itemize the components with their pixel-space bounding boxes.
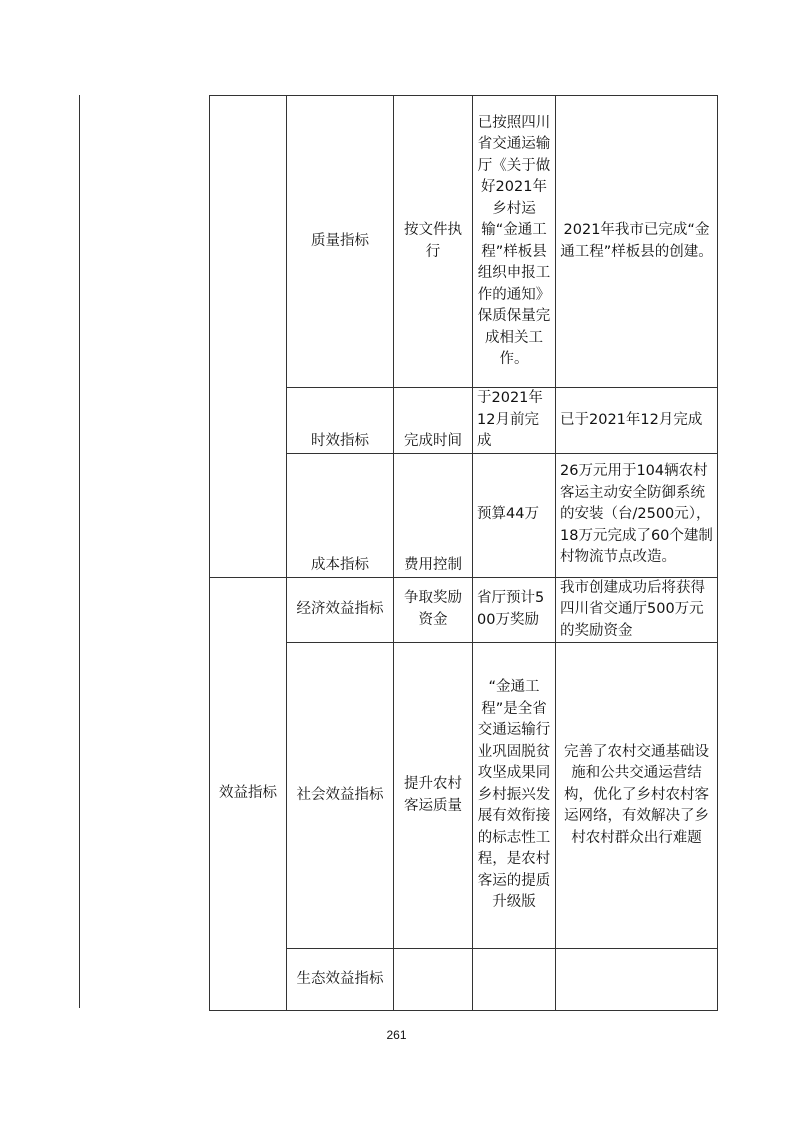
level1-cell: 效益指标 bbox=[210, 577, 287, 1011]
actual-cell: 26万元用于104辆农村客运主动安全防御系统的安装（台/2500元），18万元完成了60个建制村物流节点改造。 bbox=[556, 453, 718, 577]
actual-cell: 2021年我市已完成“金通工程”样板县的创建。 bbox=[556, 96, 718, 388]
table-row bbox=[210, 949, 718, 1011]
level2-cell: 质量指标 bbox=[287, 96, 394, 388]
target-cell: 已按照四川省交通运输厅《关于做好2021年乡村运输“金通工程”样板县组织申报工作的通知》保质保量完成相关工作。 bbox=[473, 96, 556, 388]
level1-cell bbox=[210, 96, 287, 578]
level3-cell: 提升农村客运质量 bbox=[394, 643, 473, 949]
table-row bbox=[210, 388, 718, 454]
target-cell: 省厅预计500万奖励 bbox=[473, 577, 556, 643]
level2-cell: 成本指标 bbox=[287, 453, 394, 577]
level2-cell: 生态效益指标 bbox=[287, 949, 394, 1011]
level3-cell: 费用控制 bbox=[394, 453, 473, 577]
target-cell: “金通工程”是全省交通运输行业巩固脱贫攻坚成果同乡村振兴发展有效衔接的标志性工程，是农村客运的提质升级版 bbox=[473, 643, 556, 949]
actual-cell: 完善了农村交通基础设施和公共交通运营结构，优化了乡村农村客运网络，有效解决了乡村农村群众出行难题 bbox=[556, 643, 718, 949]
level3-cell: 争取奖励资金 bbox=[394, 577, 473, 643]
table-row bbox=[210, 577, 718, 643]
target-cell bbox=[473, 949, 556, 1011]
level2-cell: 社会效益指标 bbox=[287, 643, 394, 949]
target-cell: 于2021年12月前完成 bbox=[473, 388, 556, 454]
level3-cell: 完成时间 bbox=[394, 388, 473, 454]
left-margin-rule bbox=[79, 95, 80, 1008]
actual-cell: 已于2021年12月完成 bbox=[556, 388, 718, 454]
level3-cell bbox=[394, 949, 473, 1011]
page-number: 261 bbox=[386, 1028, 407, 1042]
table-row bbox=[210, 453, 718, 577]
level2-cell: 时效指标 bbox=[287, 388, 394, 454]
table-row bbox=[210, 643, 718, 949]
table-row bbox=[210, 96, 718, 388]
target-cell: 预算44万 bbox=[473, 453, 556, 577]
actual-cell bbox=[556, 949, 718, 1011]
performance-indicator-table bbox=[209, 95, 718, 1011]
level3-cell: 按文件执行 bbox=[394, 96, 473, 388]
level2-cell: 经济效益指标 bbox=[287, 577, 394, 643]
actual-cell: 我市创建成功后将获得四川省交通厅500万元的奖励资金 bbox=[556, 577, 718, 643]
